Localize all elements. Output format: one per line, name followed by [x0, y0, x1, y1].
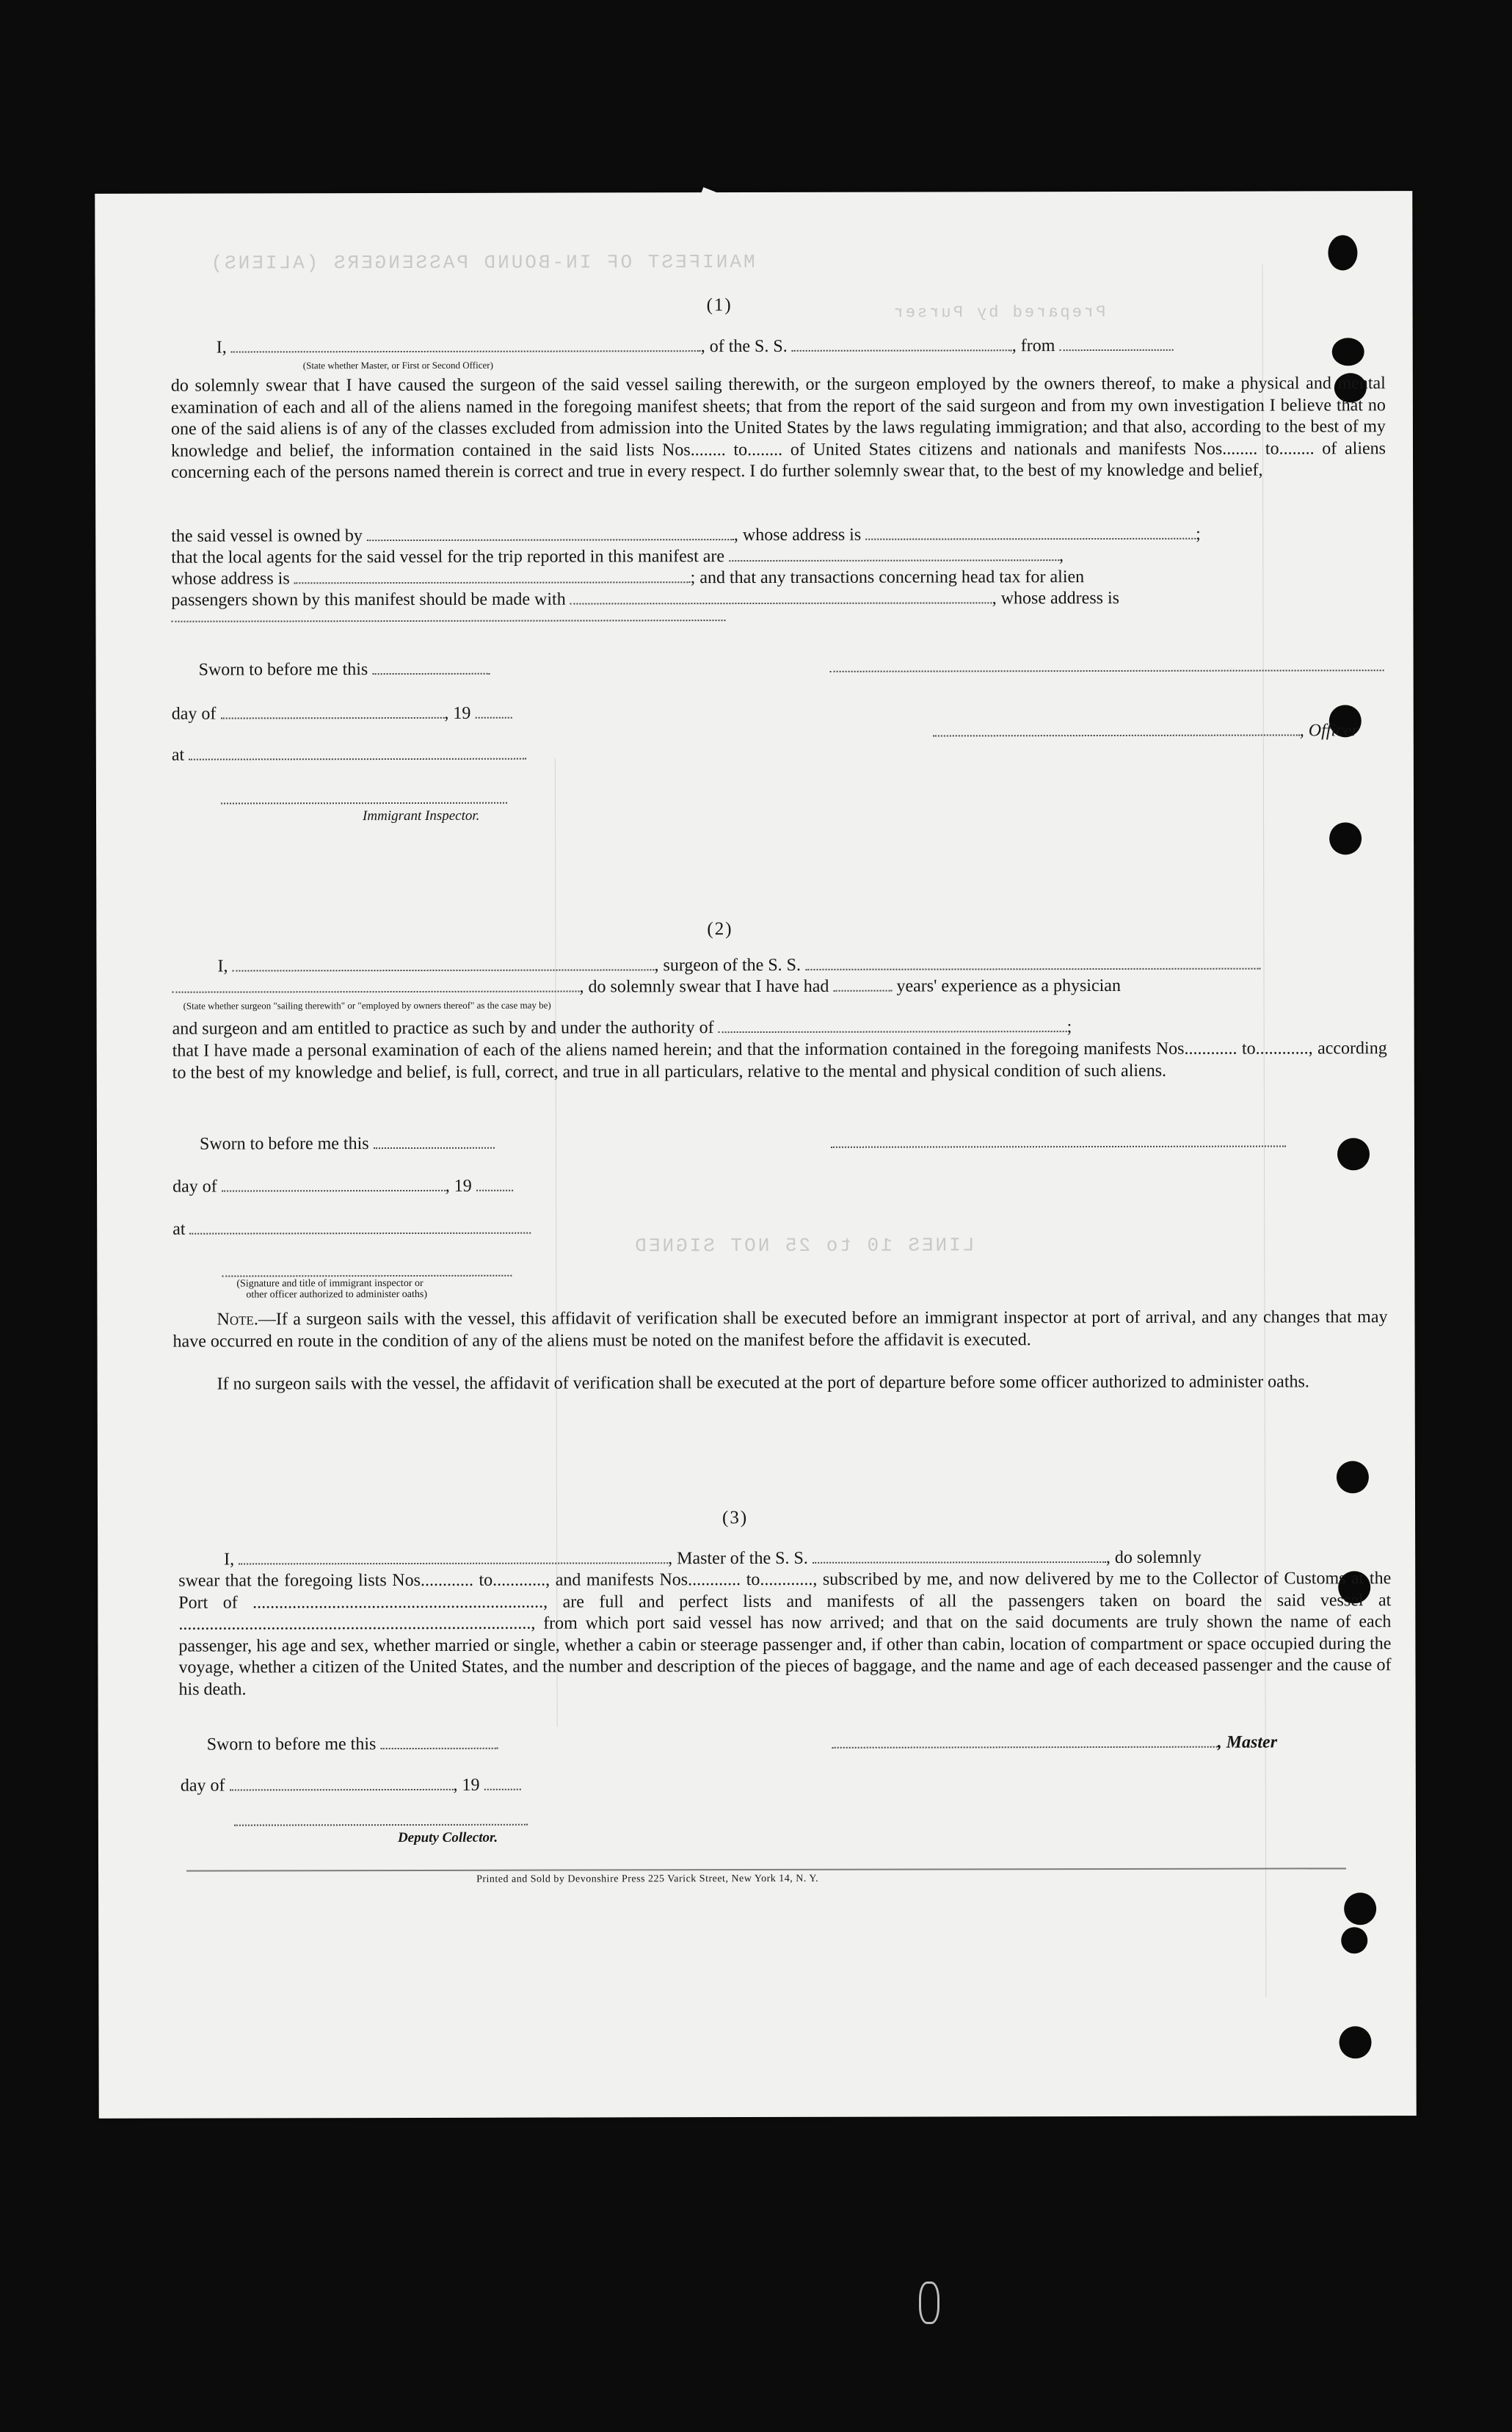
- master-label: , Master: [1217, 1732, 1278, 1752]
- note-text: —If a surgeon sails with the vessel, this affidavit of verification shall be executed before an immigrant inspector at port of arrival, and any changes that may have occurred en route in the condition of any of the aliens must be noted on the manifest before the affidavit is executed.: [172, 1307, 1388, 1351]
- master-signature-field[interactable]: [832, 1733, 1218, 1749]
- punch-hole: [1344, 1892, 1376, 1925]
- agents-address-field[interactable]: [294, 568, 691, 584]
- film-debris: [919, 2282, 939, 2324]
- surgeon-status-field[interactable]: [172, 978, 579, 993]
- sworn-line-2: [200, 1134, 495, 1155]
- surgeon-i-label: I,: [217, 957, 228, 976]
- owner-line: the said vessel is owned by , whose address is ;: [171, 524, 1201, 546]
- footer-rule: [186, 1867, 1346, 1871]
- master-i-label: I,: [224, 1550, 235, 1569]
- section-1-oath-line: [217, 336, 1174, 358]
- surgeon-status-caption: (State whether surgeon "sailing therewith" or "employed by owners thereof" as the case may be): [183, 999, 551, 1012]
- agents-address-line: [171, 567, 1084, 589]
- vessel-name-field[interactable]: [792, 336, 1012, 352]
- section-1-number: (1): [706, 295, 733, 316]
- section-2-number: (2): [707, 919, 733, 940]
- punch-hole: [1328, 235, 1357, 270]
- sworn-label: Sworn to before me this: [198, 660, 368, 680]
- master-vessel-field[interactable]: [813, 1548, 1106, 1564]
- from-port-field[interactable]: [1059, 336, 1173, 351]
- at-line-2: [172, 1219, 531, 1240]
- owner-field[interactable]: [367, 526, 734, 541]
- at-line-1: [172, 745, 526, 766]
- authority-field[interactable]: [719, 1017, 1067, 1033]
- head-tax-label: ; and that any transactions concerning head tax for alien: [690, 567, 1085, 588]
- local-agents-label: that the local agents for the said vessel for the trip reported in this manifest are: [171, 547, 725, 567]
- punch-hole: [1341, 1927, 1367, 1953]
- inspector-signature-field[interactable]: [221, 802, 507, 805]
- surgeon-vessel-field[interactable]: [805, 955, 1260, 970]
- day-of-label: day of: [171, 704, 217, 724]
- do-solemnly-label: , do solemnly: [1105, 1547, 1202, 1568]
- owner-address-label: , whose address is: [733, 525, 862, 545]
- from-label: , from: [1011, 336, 1055, 356]
- surgeon-of-label: , surgeon of the S. S.: [654, 955, 802, 976]
- officer-signature-line: [933, 721, 1359, 741]
- years-label: years' experience as a physician: [896, 976, 1121, 996]
- bleed-through-title: MANIFEST OF IN-BOUND PASSENGERS (ALIENS): [208, 250, 755, 275]
- years-experience-field[interactable]: [833, 977, 892, 992]
- passengers-shown-label: passengers shown by this manifest should be made with: [171, 589, 566, 610]
- surgeon-name-field[interactable]: [232, 956, 654, 971]
- month-field[interactable]: [229, 1776, 453, 1791]
- note-paragraph: [172, 1307, 1387, 1352]
- note-paragraph-2: If no surgeon sails with the vessel, the affidavit of verification shall be executed at the port of departure before some officer authorized to administer oaths.: [217, 1372, 1309, 1394]
- punch-hole: [1332, 338, 1364, 366]
- surgeon-swear-label: , do solemnly swear that I have had: [579, 976, 829, 997]
- master-signature-line: [832, 1733, 1277, 1754]
- note-label: Note.: [217, 1310, 258, 1329]
- officer-rank-caption: (State whether Master, or First or Second Officer): [302, 359, 493, 371]
- section-3-paragraph: swear that the foregoing lists Nos............ to............, and manifests Nos............ to............, subscribed by me, and now delivered by me to the Collector of Customs at the Port of .................................................................., are full and perfect lists and manifests of all the passengers taken on board the said vessel at ................................................................................, from which port said vessel has now arrived; and that on the said documents are truly shown the name of each passenger, his age and sex, whether married or single, whether a cabin or steerage passenger and, if other than cabin, location of compartment or space occupied during the voyage, whether a citizen of the United States, and the number and description of the pieces of baggage, and the name and age of each deceased passenger and the cause of his death.: [178, 1569, 1392, 1699]
- year-label: , 19: [453, 1775, 480, 1795]
- day-of-label: day of: [180, 1776, 225, 1796]
- month-field[interactable]: [220, 704, 444, 719]
- place-field[interactable]: [190, 1219, 531, 1235]
- punch-hole: [1329, 822, 1362, 854]
- authority-label: and surgeon and am entitled to practice as such by and under the authority of: [172, 1018, 714, 1039]
- contact-address-field-continued[interactable]: [830, 669, 1384, 672]
- local-agents-field[interactable]: [729, 546, 1059, 562]
- section-3-number: (3): [722, 1508, 749, 1528]
- inspector-caption: Immigrant Inspector.: [363, 807, 480, 824]
- agents-address-label: whose address is: [171, 569, 290, 589]
- deputy-collector-caption: Deputy Collector.: [397, 1829, 498, 1846]
- printer-imprint: Printed and Sold by Devonshire Press 225 Varick Street, New York 14, N. Y.: [476, 1873, 819, 1885]
- year-field[interactable]: [484, 1776, 520, 1790]
- sworn-line-3: [207, 1735, 498, 1755]
- oath-i-label: I,: [216, 338, 227, 357]
- sworn-day-field[interactable]: [380, 1735, 498, 1749]
- bleed-through-prepared: Prepared by Purser: [891, 302, 1106, 322]
- master-of-label: , Master of the S. S.: [668, 1548, 808, 1569]
- at-label: at: [171, 745, 185, 765]
- surgeon-line: [217, 955, 1260, 977]
- year-label: , 19: [444, 703, 471, 723]
- contact-address-label: , whose address is: [992, 588, 1120, 609]
- day-of-label: day of: [172, 1177, 217, 1197]
- year-field[interactable]: [475, 704, 512, 719]
- surgeon-swear-line: [172, 976, 1120, 998]
- contact-address-field[interactable]: [171, 620, 725, 622]
- year-field[interactable]: [476, 1177, 513, 1191]
- month-field[interactable]: [222, 1177, 446, 1192]
- sworn-label: Sworn to before me this: [206, 1735, 377, 1754]
- sworn-day-field[interactable]: [372, 660, 490, 675]
- day-of-line-2: [172, 1177, 513, 1197]
- sworn-day-field[interactable]: [374, 1134, 495, 1149]
- agents-line: that the local agents for the said vessel for the trip reported in this manifest are ,: [171, 546, 1064, 567]
- officer-signature-field[interactable]: [933, 721, 1300, 736]
- punch-hole: [1337, 1461, 1369, 1493]
- officer-label: , Officer: [1299, 721, 1359, 741]
- surgeon-signature-field[interactable]: [831, 1145, 1286, 1147]
- sworn-line-1: [199, 660, 490, 680]
- year-label: , 19: [445, 1176, 472, 1196]
- head-tax-contact-field[interactable]: [570, 589, 992, 604]
- officer-name-field[interactable]: [231, 337, 701, 352]
- punch-hole: [1337, 1138, 1370, 1170]
- place-field[interactable]: [189, 745, 526, 761]
- master-name-field[interactable]: [239, 1549, 668, 1564]
- authorized-officer-signature-field[interactable]: [222, 1275, 512, 1277]
- punch-hole: [1339, 2026, 1371, 2058]
- sworn-label: Sworn to before me this: [199, 1134, 369, 1154]
- at-label: at: [172, 1219, 186, 1239]
- day-of-line-1: [172, 704, 512, 725]
- bleed-through-lines: LINES 10 to 25 NOT SIGNED: [633, 1234, 975, 1257]
- head-tax-line: [171, 589, 1119, 611]
- manifest-verification-page: [95, 191, 1416, 2119]
- section-1-paragraph: do solemnly swear that I have caused the surgeon of the said vessel sailing therewith, or the surgeon employed by the owners thereof, to make a physical and mental examination of each and all of the aliens named in the foregoing manifest sheets; that from the report of the said surgeon and from my own investigation I believe that no one of the said aliens is of any of the classes excluded from admission into the United States by the laws regulating immigration; and that also, according to the best of my knowledge and belief, the information contained in the said lists Nos........ to........ of United States citizens and nationals and manifests Nos........ to........ of aliens concerning each of the persons named therein is correct and true in every respect. I do further solemnly swear that, to the best of my knowledge and belief,: [170, 374, 1386, 482]
- owned-by-label: the said vessel is owned by: [171, 526, 363, 546]
- authority-line: and surgeon and am entitled to practice as such by and under the authority of ;: [172, 1017, 1072, 1039]
- of-ss-label: , of the S. S.: [700, 336, 788, 357]
- authorized-officer-caption-1: (Signature and title of immigrant inspector or: [236, 1277, 424, 1290]
- deputy-collector-signature-field[interactable]: [234, 1824, 528, 1826]
- master-line: [224, 1548, 1202, 1570]
- authorized-officer-caption-2: other officer authorized to administer oaths): [246, 1288, 428, 1301]
- owner-address-field[interactable]: [865, 525, 1196, 540]
- section-2-paragraph: that I have made a personal examination of each of the aliens named herein; and that the information contained in the foregoing manifests Nos............ to............, according to the best of my knowledge and belief, is full, correct, and true in all particulars, relative to the mental and physical condition of such aliens.: [172, 1039, 1387, 1083]
- day-of-line-3: [181, 1776, 521, 1796]
